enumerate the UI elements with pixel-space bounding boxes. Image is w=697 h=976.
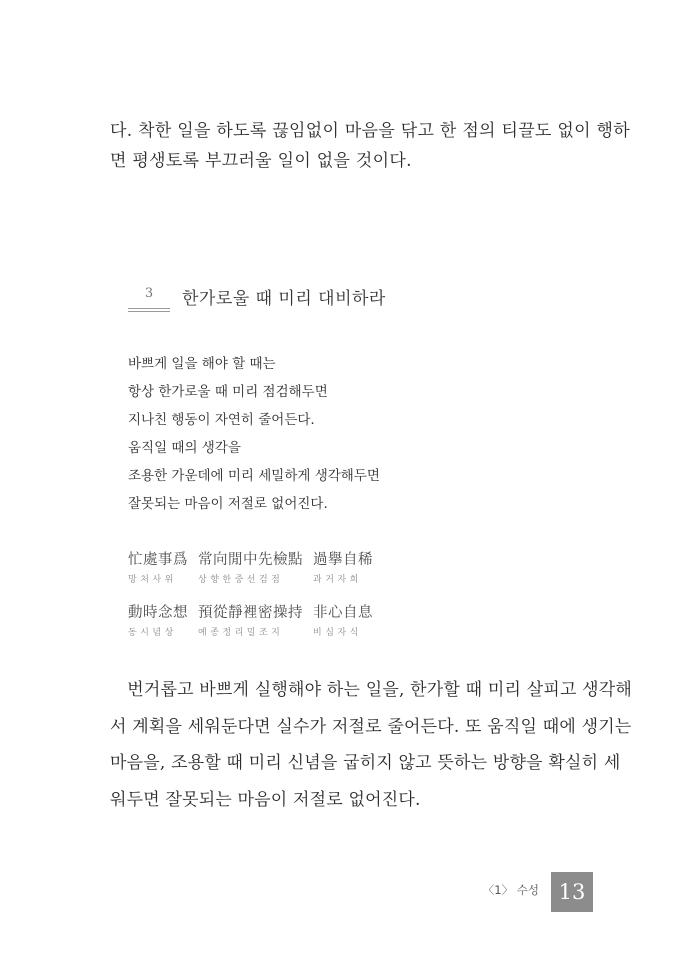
body-line: 마음을, 조용할 때 미리 신념을 굽히지 않고 뜻하는 방향을 확실히 세 (110, 753, 621, 773)
section-number: 3 (144, 286, 154, 301)
intro-line: 면 평생토록 부끄러울 일이 없을 것이다. (110, 151, 412, 171)
hanja-phrase (128, 548, 188, 585)
section-title: 한가로울 때 미리 대비하라 (182, 289, 386, 309)
hanja-reading: 망처사위 (128, 575, 177, 585)
hanja-characters: 常向閒中先檢點 (198, 552, 303, 568)
hanja-block (128, 548, 373, 654)
poem-line: 잘못되는 마음이 저절로 없어진다. (128, 496, 328, 512)
hanja-characters: 預從靜裡密操持 (198, 605, 303, 621)
hanja-characters: 忙處事爲 (128, 552, 188, 568)
poem-block (128, 350, 380, 518)
intro-paragraph (110, 116, 630, 176)
hanja-reading: 과거자희 (313, 575, 362, 585)
poem-line: 움직일 때의 생각을 (128, 440, 241, 456)
page-number: 13 (551, 872, 593, 912)
hanja-characters: 過擧自稀 (313, 552, 373, 568)
hanja-phrase (313, 548, 373, 585)
hanja-phrase (128, 601, 188, 638)
poem-line: 항상 한가로울 때 미리 점검해두면 (128, 384, 328, 400)
poem-line: 지나친 행동이 자연히 줄어든다. (128, 412, 315, 428)
hanja-row (128, 601, 373, 638)
section-heading (128, 278, 588, 312)
hanja-reading: 예종정리밀조지 (198, 628, 284, 638)
body-line: 서 계획을 세워둔다면 실수가 저절로 줄어든다. 또 움직일 때에 생기는 (110, 716, 632, 737)
hanja-phrase (198, 601, 303, 638)
hanja-phrase (198, 548, 303, 585)
hanja-row (128, 548, 373, 585)
hanja-characters: 動時念想 (128, 605, 188, 621)
hanja-reading: 비심자식 (313, 628, 362, 638)
hanja-reading: 동시념상 (128, 628, 177, 638)
chapter-label: 〈1〉 수성 (482, 883, 539, 897)
hanja-characters: 非心自息 (313, 605, 373, 621)
hanja-phrase (313, 601, 373, 638)
poem-line: 바쁘게 일을 해야 할 때는 (128, 356, 276, 372)
poem-line: 조용한 가운데에 미리 세밀하게 생각해두면 (128, 468, 380, 484)
body-paragraph (110, 672, 633, 818)
body-line: 번거롭고 바쁘게 실행해야 하는 일을, 한가할 때 미리 살피고 생각해 (110, 680, 633, 700)
body-line: 워두면 잘못되는 마음이 저절로 없어진다. (110, 789, 421, 810)
intro-line: 다. 착한 일을 하도록 끊임없이 마음을 닦고 한 점의 티끌도 없이 행하 (110, 121, 630, 141)
hanja-reading: 상향한중선검점 (198, 575, 284, 585)
